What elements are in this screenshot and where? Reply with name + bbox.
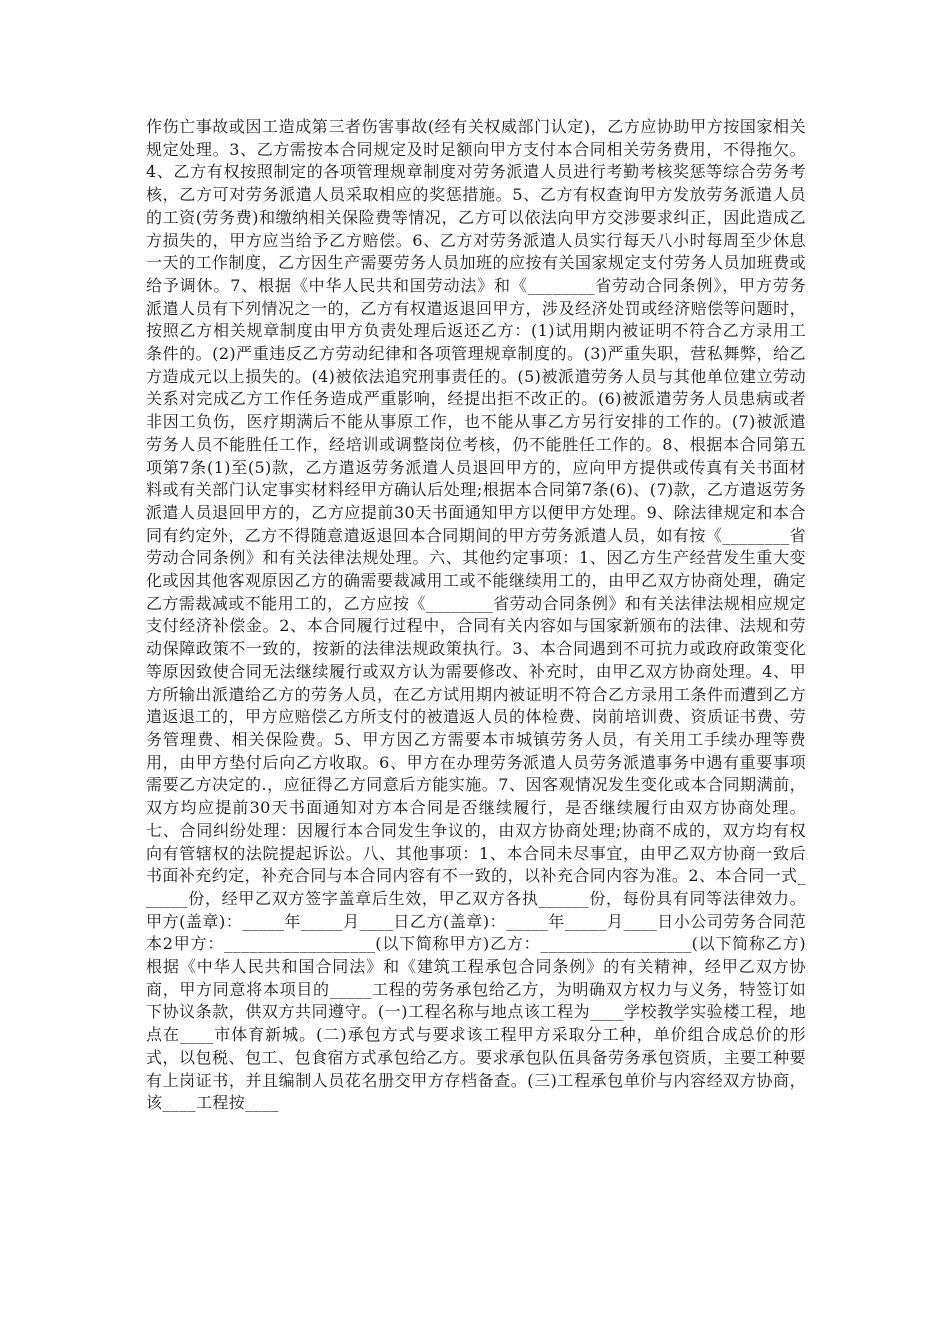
contract-paragraph: 作伤亡事故或因工造成第三者伤害事故(经有关权威部门认定)，乙方应协助甲方按国家相关规定处理。3、乙方需按本合同规定及时足额向甲方支付本合同相关劳务费用，不得拖欠。4、乙方有权按照制定的各项管理规章制度对劳务派遣人员进行考勤考核奖惩等综合劳务考核，乙方可对劳务派遣人员采取相应的奖惩措施。5、乙方有权查询甲方发放劳务派遣人员的工资(劳务费)和缴纳相关保险费等情况，乙方可以依法向甲方交涉要求纠正，因此造成乙方损失的，甲方应当给予乙方赔偿。6、乙方对劳务派遣人员实行每天八小时每周至少休息一天的工作制度，乙方因生产需要劳务人员加班的应按有关国家规定支付劳务人员加班费或给予调休。7、根据《中华人民共和国劳动法》和《________省劳动合同条例》，甲方劳务派遣人员有下列情况之一的，乙方有权遣返退回甲方，涉及经济处罚或经济赔偿等问题时，按照乙方相关规章制度由甲方负责处理后返还乙方：(1)试用期内被证明不符合乙方录用工条件的。(2)严重违反乙方劳动纪律和各项管理规章制度的。(3)严重失职，营私舞弊，给乙方造成元以上损失的。(4)被依法追究刑事责任的。(5)被派遣劳务人员与其他单位建立劳动关系对完成乙方工作任务造成严重影响，经提出拒不改正的。(6)被派遣劳务人员患病或者非因工负伤，医疗期满后不能从事原工作，也不能从事乙方另行安排的工作的。(7)被派遣劳务人员不能胜任工作，经培训或调整岗位考核，仍不能胜任工作的。8、根据本合同第五项第7条(1)至(5)款，乙方遣返劳务派遣人员退回甲方的，应向甲方提供或传真有关书面材料或有关部门认定事实材料经甲方确认后处理;根据本合同第7条(6)、(7)款，乙方遣返劳务派遣人员退回甲方的，乙方应提前30天书面通知甲方以便甲方处理。9、除法律规定和本合同有约定外，乙方不得随意遣返退回本合同期间的甲方劳务派遣人员，如有按《________省劳动合同条例》和有关法律法规处理。六、其他约定事项：1、因乙方生产经营发生重大变化或因其他客观原因乙方的确需要裁减用工或不能继续用工的，由甲乙双方协商处理，确定乙方需裁减或不能用工的，乙方应按《________省劳动合同条例》和有关法律法规相应规定支付经济补偿金。2、本合同履行过程中，合同有关内容如与国家新颁布的法律、法规和劳动保障政策不一致的，按新的法律法规政策执行。3、本合同遇到不可抗力或政府政策变化等原因致使合同无法继续履行或双方认为需要修改、补充时，由甲乙双方协商处理。4、甲方所输出派遣给乙方的劳务人员，在乙方试用期内被证明不符合乙方录用工条件而遭到乙方遣返退工的，甲方应赔偿乙方所支付的被遣返人员的体检费、岗前培训费、资质证书费、劳务管理费、相关保险费。5、甲方因乙方需要本市城镇劳务人员，有关用工手续办理等费用，由甲方垫付后向乙方收取。6、甲方在办理劳务派遣人员劳务派遣事务中遇有重要事项需要乙方决定的.，应征得乙方同意后方能实施。7、因客观情况发生变化或本合同期满前，双方均应提前30天书面通知对方本合同是否继续履行，是否继续履行由双方协商处理。七、合同纠纷处理：因履行本合同发生争议的，由双方协商处理;协商不成的，双方均有权向有管辖权的法院提起诉讼。八、其他事项：1、本合同未尽事宜，由甲乙双方协商一致后书面补充约定，补充合同与本合同内容有不一致的，以补充合同内容为准。2、本合同一式______份，经甲乙双方签字盖章后生效，甲乙双方各执______份，每份具有同等法律效力。甲方(盖章)：_____年_____月____日乙方(盖章)：_____年_____月____日小公司劳务合同范本2甲方：__________________(以下简称甲方)乙方：__________________(以下简称乙方)根据《中华人民共和国合同法》和《建筑工程承包合同条例》的有关精神，经甲乙双方协商，甲方同意将本项目的_____工程的劳务承包给乙方，为明确双方权力与义务，特签订如下协议条款，供双方共同遵守。(一)工程名称与地点该工程为____学校教学实验楼工程，地点在____市体育新城。(二)承包方式与要求该工程甲方采取分工种，单价组合成总价的形式，以包税、包工、包食宿方式承包给乙方。要求承包队伍具备劳务承包资质，主要工种要有上岗证书，并且编制人员花名册交甲方存档备查。(三)工程承包单价与内容经双方协商，该____工程按____: [146, 117, 806, 1113]
contract-body-text: [146, 116, 806, 1115]
